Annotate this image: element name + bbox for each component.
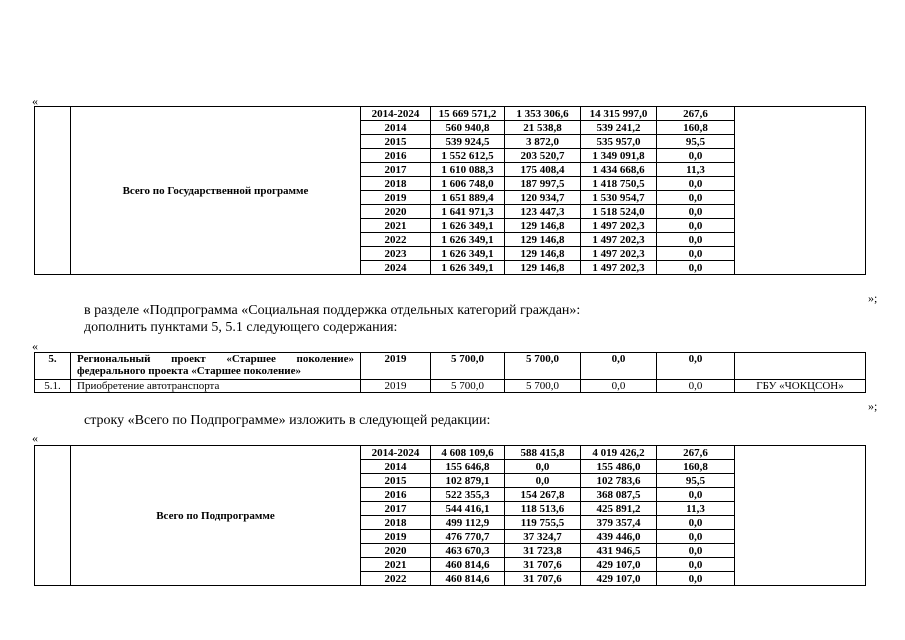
year-cell: 2020 (361, 544, 431, 558)
regional-cell: 1 530 954,7 (581, 191, 657, 205)
regional-cell: 1 418 750,5 (581, 177, 657, 191)
subprogram-total-table-body (35, 446, 866, 586)
total-label: Всего по Государственной программе (71, 107, 361, 275)
gp-total-table-body (35, 107, 866, 275)
other-cell: 160,8 (657, 121, 735, 135)
regional-cell: 429 107,0 (581, 558, 657, 572)
other-cell: 0,0 (657, 205, 735, 219)
number-cell (35, 107, 71, 275)
year-cell: 2018 (361, 177, 431, 191)
total-cell: 1 626 349,1 (431, 247, 505, 261)
federal-cell: 129 146,8 (505, 247, 581, 261)
federal-cell: 154 267,8 (505, 488, 581, 502)
regional-cell: 539 241,2 (581, 121, 657, 135)
federal-cell: 21 538,8 (505, 121, 581, 135)
subprogram-total-table (34, 445, 866, 586)
total-cell: 522 355,3 (431, 488, 505, 502)
year-cell: 2015 (361, 474, 431, 488)
total-cell: 1 641 971,3 (431, 205, 505, 219)
regional-cell: 1 434 668,6 (581, 163, 657, 177)
opening-quote-1: « (32, 94, 38, 108)
year-row (35, 446, 866, 460)
year-cell: 2022 (361, 233, 431, 247)
item-regional: 0,0 (581, 353, 657, 380)
federal-cell: 3 872,0 (505, 135, 581, 149)
opening-quote-3: « (32, 431, 38, 445)
year-cell: 2023 (361, 247, 431, 261)
item-executor: ГБУ «ЧОКЦСОН» (735, 380, 866, 393)
section-paragraph: в разделе «Подпрограмма «Социальная поддержка отдельных категорий граждан»: (84, 303, 581, 318)
executor-cell (735, 446, 866, 586)
regional-cell: 155 486,0 (581, 460, 657, 474)
other-cell: 0,0 (657, 558, 735, 572)
federal-cell: 0,0 (505, 474, 581, 488)
regional-cell: 379 357,4 (581, 516, 657, 530)
total-cell: 463 670,3 (431, 544, 505, 558)
year-cell: 2019 (361, 530, 431, 544)
year-cell: 2019 (361, 191, 431, 205)
regional-cell: 1 349 091,8 (581, 149, 657, 163)
closing-quote-1: »; (868, 291, 878, 305)
item-description: Региональный проект «Старшее поколение» федерального проекта «Старшее поколение» (71, 353, 361, 380)
number-cell (35, 446, 71, 586)
item-other: 0,0 (657, 380, 735, 393)
total-cell: 15 669 571,2 (431, 107, 505, 121)
federal-cell: 129 146,8 (505, 261, 581, 275)
total-cell: 460 814,6 (431, 572, 505, 586)
other-cell: 11,3 (657, 163, 735, 177)
year-cell: 2016 (361, 488, 431, 502)
item-number: 5.1. (35, 380, 71, 393)
total-cell: 1 610 088,3 (431, 163, 505, 177)
federal-cell: 31 707,6 (505, 558, 581, 572)
other-cell: 0,0 (657, 177, 735, 191)
total-cell: 1 606 748,0 (431, 177, 505, 191)
total-cell: 460 814,6 (431, 558, 505, 572)
regional-cell: 439 446,0 (581, 530, 657, 544)
item-5-row (35, 353, 866, 380)
other-cell: 11,3 (657, 502, 735, 516)
regional-cell: 368 087,5 (581, 488, 657, 502)
regional-cell: 425 891,2 (581, 502, 657, 516)
total-cell: 1 626 349,1 (431, 233, 505, 247)
federal-cell: 31 723,8 (505, 544, 581, 558)
federal-cell: 129 146,8 (505, 219, 581, 233)
total-cell: 1 626 349,1 (431, 219, 505, 233)
total-cell: 476 770,7 (431, 530, 505, 544)
federal-cell: 119 755,5 (505, 516, 581, 530)
regional-cell: 429 107,0 (581, 572, 657, 586)
other-cell: 267,6 (657, 107, 735, 121)
total-cell: 1 552 612,5 (431, 149, 505, 163)
gp-total-table (34, 106, 866, 275)
total-cell: 155 646,8 (431, 460, 505, 474)
total-cell: 1 626 349,1 (431, 261, 505, 275)
federal-cell: 588 415,8 (505, 446, 581, 460)
year-cell: 2020 (361, 205, 431, 219)
total-cell: 1 651 889,4 (431, 191, 505, 205)
closing-quote-2: »; (868, 399, 878, 413)
item-year: 2019 (361, 353, 431, 380)
year-row (35, 107, 866, 121)
federal-cell: 118 513,6 (505, 502, 581, 516)
federal-cell: 31 707,6 (505, 572, 581, 586)
other-cell: 0,0 (657, 488, 735, 502)
item-year: 2019 (361, 380, 431, 393)
regional-cell: 14 315 997,0 (581, 107, 657, 121)
federal-cell: 187 997,5 (505, 177, 581, 191)
other-cell: 0,0 (657, 530, 735, 544)
year-cell: 2018 (361, 516, 431, 530)
item-description: Приобретение автотранспорта (71, 380, 361, 393)
other-cell: 0,0 (657, 247, 735, 261)
total-cell: 539 924,5 (431, 135, 505, 149)
item-executor (735, 353, 866, 380)
regional-cell: 1 497 202,3 (581, 261, 657, 275)
other-cell: 0,0 (657, 233, 735, 247)
year-cell: 2024 (361, 261, 431, 275)
other-cell: 0,0 (657, 544, 735, 558)
item-number: 5. (35, 353, 71, 380)
other-cell: 0,0 (657, 149, 735, 163)
total-cell: 102 879,1 (431, 474, 505, 488)
item-federal: 5 700,0 (505, 353, 581, 380)
federal-cell: 1 353 306,6 (505, 107, 581, 121)
other-cell: 267,6 (657, 446, 735, 460)
item-total: 5 700,0 (431, 380, 505, 393)
year-cell: 2015 (361, 135, 431, 149)
year-cell: 2022 (361, 572, 431, 586)
year-cell: 2014 (361, 460, 431, 474)
new-items-table (34, 352, 866, 393)
total-cell: 4 608 109,6 (431, 446, 505, 460)
total-cell: 560 940,8 (431, 121, 505, 135)
other-cell: 0,0 (657, 219, 735, 233)
total-cell: 544 416,1 (431, 502, 505, 516)
federal-cell: 129 146,8 (505, 233, 581, 247)
subprogram-line-paragraph: строку «Всего по Подпрограмме» изложить в следующей редакции: (84, 413, 491, 428)
item-5-1-row (35, 380, 866, 393)
federal-cell: 203 520,7 (505, 149, 581, 163)
other-cell: 95,5 (657, 135, 735, 149)
item-other: 0,0 (657, 353, 735, 380)
item-total: 5 700,0 (431, 353, 505, 380)
add-items-paragraph: дополнить пунктами 5, 5.1 следующего содержания: (84, 320, 398, 335)
total-cell: 499 112,9 (431, 516, 505, 530)
regional-cell: 4 019 426,2 (581, 446, 657, 460)
year-cell: 2014-2024 (361, 446, 431, 460)
federal-cell: 120 934,7 (505, 191, 581, 205)
other-cell: 0,0 (657, 516, 735, 530)
year-cell: 2017 (361, 502, 431, 516)
item-federal: 5 700,0 (505, 380, 581, 393)
regional-cell: 1 497 202,3 (581, 233, 657, 247)
other-cell: 95,5 (657, 474, 735, 488)
year-cell: 2017 (361, 163, 431, 177)
year-cell: 2016 (361, 149, 431, 163)
other-cell: 0,0 (657, 191, 735, 205)
regional-cell: 431 946,5 (581, 544, 657, 558)
other-cell: 0,0 (657, 261, 735, 275)
federal-cell: 175 408,4 (505, 163, 581, 177)
year-cell: 2014 (361, 121, 431, 135)
federal-cell: 0,0 (505, 460, 581, 474)
year-cell: 2021 (361, 219, 431, 233)
regional-cell: 1 518 524,0 (581, 205, 657, 219)
regional-cell: 102 783,6 (581, 474, 657, 488)
other-cell: 160,8 (657, 460, 735, 474)
federal-cell: 37 324,7 (505, 530, 581, 544)
year-cell: 2014-2024 (361, 107, 431, 121)
opening-quote-2: « (32, 339, 38, 353)
total-label: Всего по Подпрограмме (71, 446, 361, 586)
other-cell: 0,0 (657, 572, 735, 586)
item-regional: 0,0 (581, 380, 657, 393)
regional-cell: 535 957,0 (581, 135, 657, 149)
executor-cell (735, 107, 866, 275)
year-cell: 2021 (361, 558, 431, 572)
regional-cell: 1 497 202,3 (581, 247, 657, 261)
federal-cell: 123 447,3 (505, 205, 581, 219)
regional-cell: 1 497 202,3 (581, 219, 657, 233)
